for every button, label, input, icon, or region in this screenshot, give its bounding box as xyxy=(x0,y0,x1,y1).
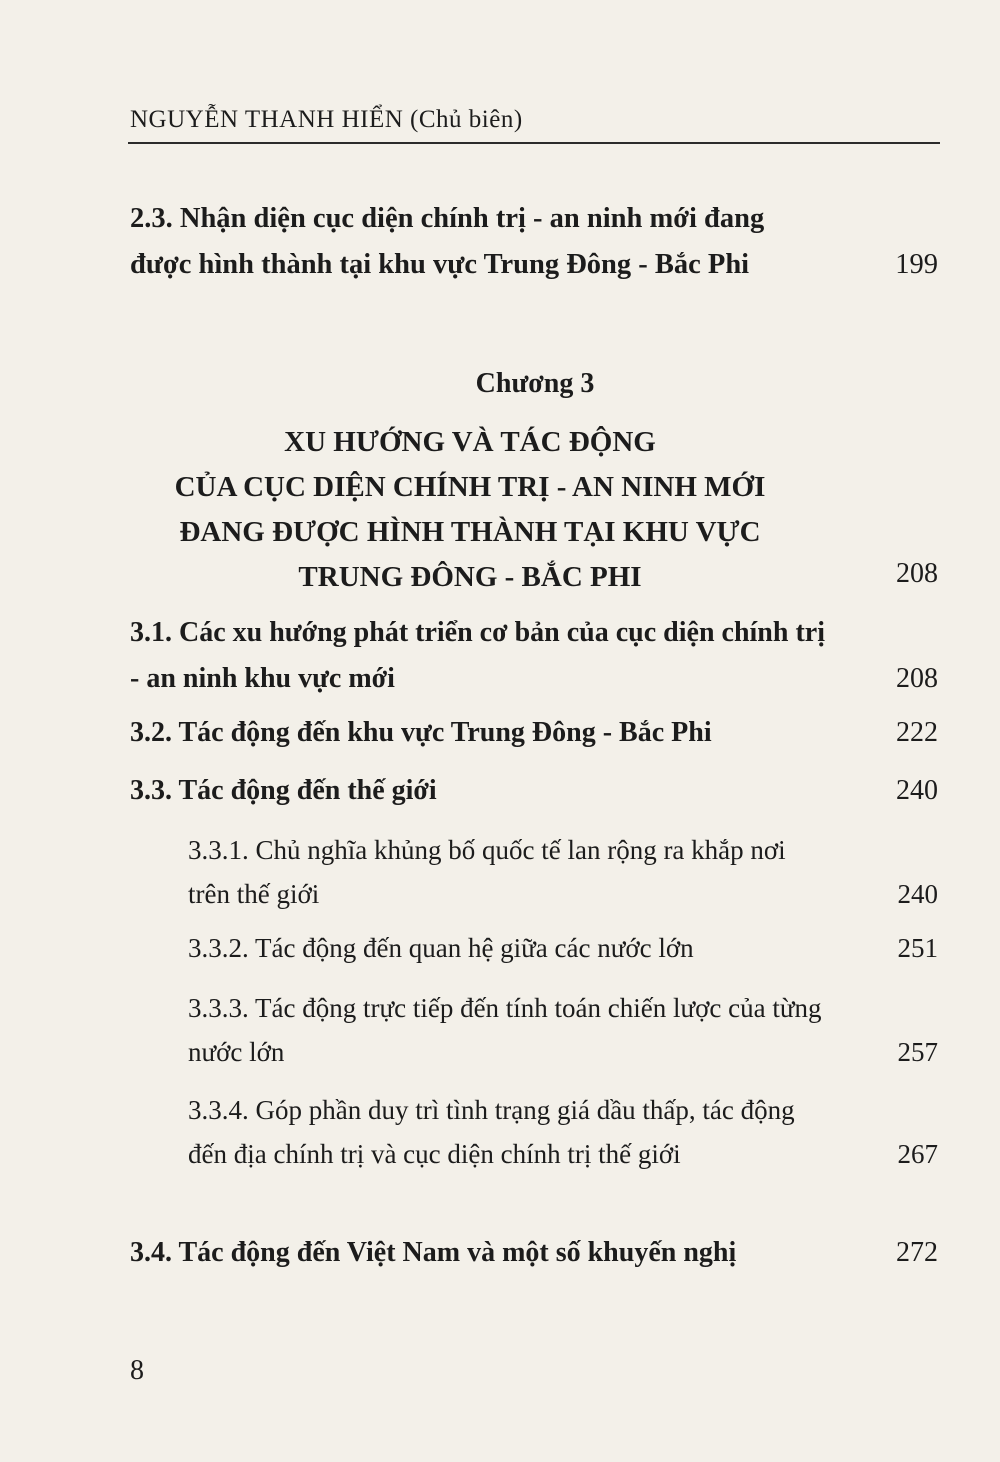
toc-entry-text: 3.3.1. Chủ nghĩa khủng bố quốc tế lan rộng ra khắp nơi trên thế giới xyxy=(188,835,786,909)
toc-entry-3-3-4[interactable] xyxy=(188,1088,938,1176)
toc-entry-3-1[interactable] xyxy=(130,610,938,702)
toc-entry-text: 3.3. Tác động đến thế giới xyxy=(130,775,437,806)
chapter-page: 208 xyxy=(896,558,938,589)
toc-entry-page: 222 xyxy=(896,717,938,748)
toc-entry-page: 272 xyxy=(896,1237,938,1268)
toc-entry-page: 240 xyxy=(896,775,938,806)
toc-entry-page: 267 xyxy=(897,1139,938,1169)
toc-entry-text: 3.3.3. Tác động trực tiếp đến tính toán chiến lược của từng nước lớn xyxy=(188,993,822,1067)
chapter-title-line: ĐANG ĐƯỢC HÌNH THÀNH TẠI KHU VỰC xyxy=(179,516,761,548)
footer-page-number: 8 xyxy=(130,1355,144,1386)
toc-entry-3-2[interactable] xyxy=(130,710,938,756)
chapter-title[interactable] xyxy=(130,420,810,600)
toc-entry-3-3-1[interactable] xyxy=(188,828,938,916)
running-header: NGUYỄN THANH HIỂN (Chủ biên) xyxy=(130,106,523,133)
header-rule xyxy=(128,142,940,144)
toc-entry-text: 3.2. Tác động đến khu vực Trung Đông - Bắc Phi xyxy=(130,717,712,748)
toc-entry-page: 199 xyxy=(895,249,938,280)
toc-entry-3-3-2[interactable] xyxy=(188,926,938,970)
toc-entry-3-3[interactable] xyxy=(130,768,938,814)
toc-entry-text: 3.4. Tác động đến Việt Nam và một số khuyến nghị xyxy=(130,1237,737,1268)
toc-entry-2-3[interactable] xyxy=(130,196,938,288)
toc-entry-3-3-3[interactable] xyxy=(188,986,938,1074)
chapter-label: Chương 3 xyxy=(475,368,595,399)
chapter-title-line: TRUNG ĐÔNG - BẮC PHI xyxy=(298,561,642,593)
toc-entry-page: 257 xyxy=(897,1037,938,1067)
toc-entry-text: 2.3. Nhận diện cục diện chính trị - an ninh mới đang được hình thành tại khu vực Trung Đông - Bắc Phi xyxy=(130,203,765,280)
toc-entry-page: 240 xyxy=(897,879,938,909)
toc-entry-text: 3.3.4. Góp phần duy trì tình trạng giá dầu thấp, tác động đến địa chính trị và cục diện chính trị thế giới xyxy=(188,1095,795,1169)
chapter-title-line: XU HƯỚNG VÀ TÁC ĐỘNG xyxy=(284,426,656,458)
toc-entry-text: 3.1. Các xu hướng phát triển cơ bản của cục diện chính trị - an ninh khu vực mới xyxy=(130,617,825,694)
toc-entry-3-4[interactable] xyxy=(130,1230,938,1276)
chapter-title-line: CỦA CỤC DIỆN CHÍNH TRỊ - AN NINH MỚI xyxy=(174,471,766,503)
toc-entry-page: 251 xyxy=(897,933,938,963)
toc-entry-text: 3.3.2. Tác động đến quan hệ giữa các nước lớn xyxy=(188,933,694,963)
toc-entry-page: 208 xyxy=(896,663,938,694)
